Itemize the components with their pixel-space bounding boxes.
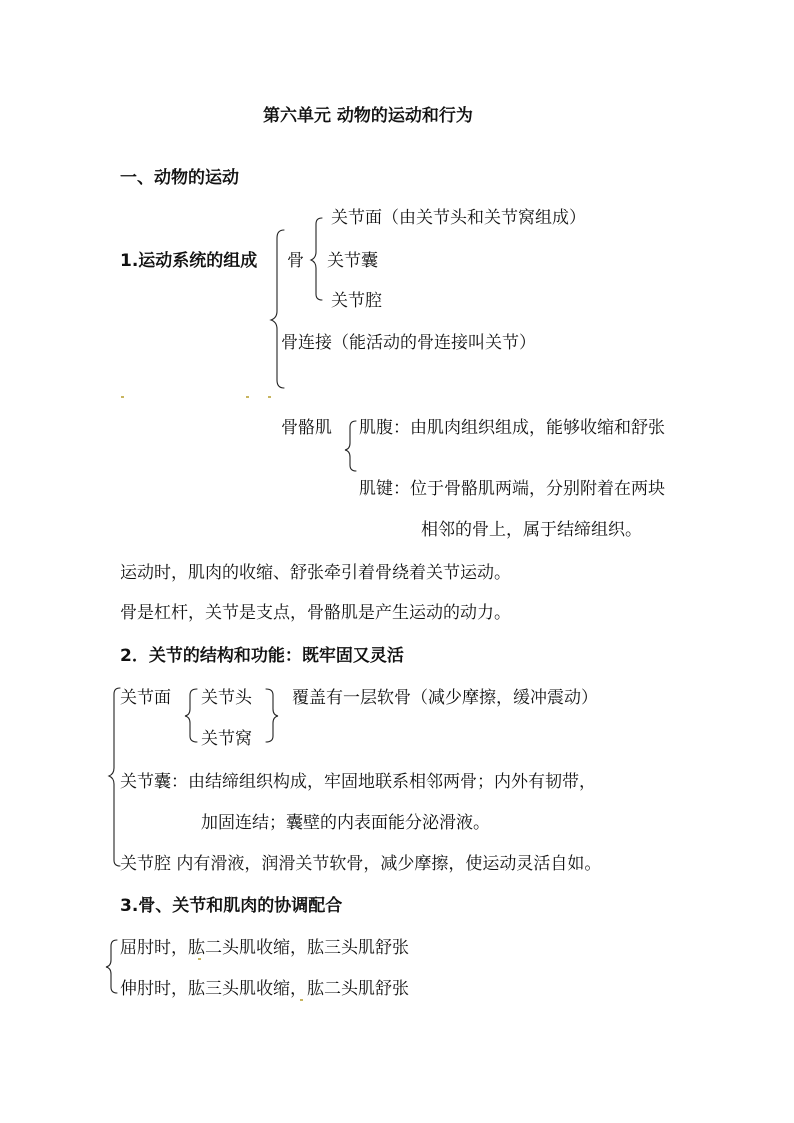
bone-connection: 骨连接（能活动的骨连接叫关节）: [281, 333, 536, 353]
cartilage-note: 覆盖有一层软骨（减少摩擦，缓冲震动）: [292, 688, 598, 708]
brace-joint-surface-left: [185, 689, 197, 742]
bone-part-joint-surface: 关节面（由关节头和关节窝组成）: [331, 208, 586, 228]
brace-joint-surface-right: [266, 689, 278, 742]
muscle-belly: 肌腹：由肌肉组织组成，能够收缩和舒张: [359, 418, 665, 438]
paragraph-movement: 运动时，肌肉的收缩、舒张牵引着骨绕着关节运动。: [120, 563, 511, 583]
joint-socket: 关节窝: [201, 729, 252, 749]
tendon-line2: 相邻的骨上，属于结缔组织。: [421, 520, 642, 540]
joint-surface-label: 关节面: [120, 688, 171, 708]
brace-muscle-parts: [345, 421, 356, 471]
brace-elbow: [106, 940, 117, 993]
paragraph-lever: 骨是杠杆，关节是支点，骨骼肌是产生运动的动力。: [120, 603, 511, 623]
brace-motor-system: [271, 230, 284, 388]
elbow-flex: 屈肘时，肱二头肌收缩，肱三头肌舒张: [120, 938, 409, 958]
joint-head: 关节头: [201, 688, 252, 708]
section1-heading: 一、动物的运动: [120, 168, 239, 188]
bone-part-joint-capsule: 关节囊: [327, 251, 378, 271]
brace-joint-structure: [109, 688, 120, 866]
section3-heading: 3.骨、关节和肌肉的协调配合: [120, 896, 343, 916]
item1-label: 1.运动系统的组成: [120, 251, 258, 271]
brace-bone-parts: [311, 218, 322, 300]
page-title: 第六单元 动物的运动和行为: [263, 106, 473, 126]
section2-heading: 2．关节的结构和功能：既牢固又灵活: [120, 646, 404, 666]
bone-part-joint-cavity: 关节腔: [331, 291, 382, 311]
tendon-line1: 肌键：位于骨骼肌两端，分别附着在两块: [359, 479, 665, 499]
elbow-extend: 伸肘时，肱三头肌收缩，肱二头肌舒张: [120, 979, 409, 999]
joint-capsule-line1: 关节囊：由结缔组织构成，牢固地联系相邻两骨；内外有韧带，: [120, 772, 596, 792]
joint-cavity: 关节腔 内有滑液，润滑关节软骨，减少摩擦，使运动灵活自如。: [120, 854, 602, 874]
bone-label: 骨: [287, 251, 304, 271]
skeletal-muscle-label: 骨骼肌: [281, 418, 332, 438]
joint-capsule-line2: 加固连结；囊壁的内表面能分泌滑液。: [201, 813, 490, 833]
